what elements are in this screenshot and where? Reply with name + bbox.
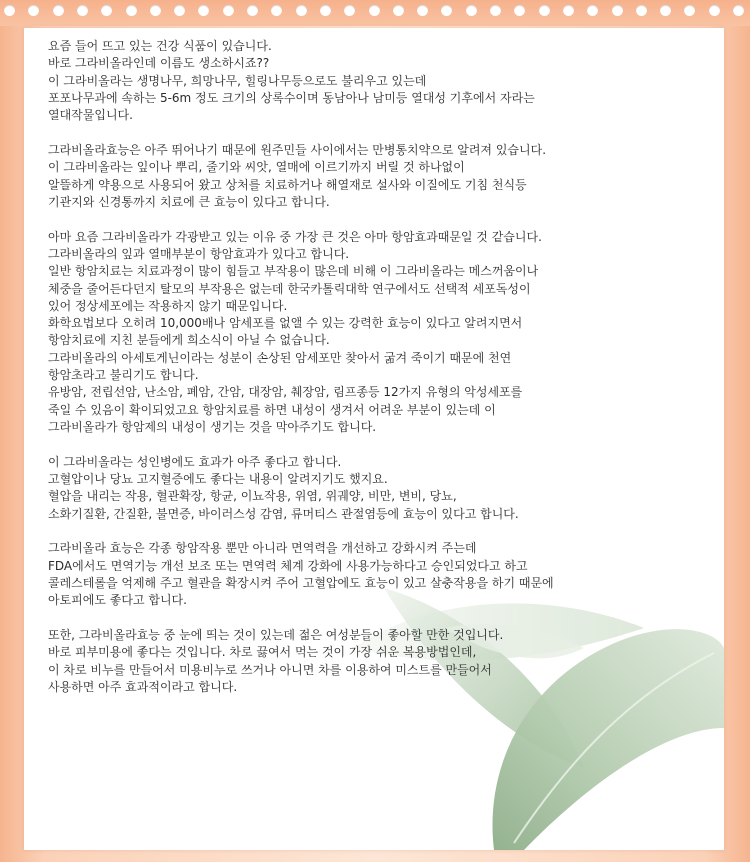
binding-ring bbox=[587, 5, 598, 16]
binding-ring bbox=[4, 5, 15, 16]
text-line: 기관지와 신경통까지 치료에 큰 효능이 있다고 합니다. bbox=[48, 194, 330, 209]
text-line: 요즘 들어 뜨고 있는 건강 식품이 있습니다. bbox=[48, 39, 272, 53]
text-line: 항암치료에 지친 분들에게 희소식이 아닐 수 없습니다. bbox=[48, 333, 330, 348]
binding-ring bbox=[369, 5, 380, 16]
text-line: 이 그라비올라는 성인병에도 효과가 아주 좋다고 합니다. bbox=[48, 454, 342, 469]
binding-ring bbox=[441, 5, 452, 16]
text-line: 그라비올라의 잎과 열매부분이 항암효과가 있다고 합니다. bbox=[48, 246, 350, 261]
binding-ring bbox=[733, 5, 744, 16]
paragraph-gap bbox=[48, 523, 708, 541]
text-line: 항암초라고 불리기도 합니다. bbox=[48, 368, 199, 383]
paragraph-gap bbox=[48, 436, 708, 454]
binding-ring bbox=[563, 5, 574, 16]
binding-ring bbox=[612, 5, 623, 16]
binding-ring bbox=[223, 5, 234, 16]
binding-ring bbox=[344, 5, 355, 16]
paragraph bbox=[48, 454, 708, 523]
binding-ring bbox=[490, 5, 501, 16]
notebook-paper bbox=[24, 28, 724, 850]
text-line: 알뜰하게 약용으로 사용되어 왔고 상처를 치료하거나 해열재로 설사와 이질에도 기침 천식등 bbox=[48, 177, 527, 192]
text-line: 포포나무과에 속하는 5-6m 정도 크기의 상록수이며 동남아나 남미등 열대성 기후에서 자라는 bbox=[48, 90, 535, 105]
text-line: 일반 항암치료는 치료과정이 많이 힘들고 부작용이 많은데 비해 이 그라비올라는 메스꺼움이나 bbox=[48, 264, 539, 279]
paragraph bbox=[48, 142, 708, 211]
binding-ring bbox=[77, 5, 88, 16]
binding-ring bbox=[417, 5, 428, 16]
binding-ring bbox=[539, 5, 550, 16]
text-line: 이 그라비올라는 생명나무, 희망나무, 힐링나무등으로도 불리우고 있는데 bbox=[48, 73, 427, 88]
text-line: 또한, 그라비올라효능 중 눈에 띄는 것이 있는데 젊은 여성분들이 좋아할 만한 것입니다. bbox=[48, 628, 504, 643]
binding-ring bbox=[660, 5, 671, 16]
text-line: FDA에서도 면역기능 개선 보조 또는 면역력 체계 강화에 사용가능하다고 승인되었다고 하고 bbox=[48, 558, 528, 573]
text-line: 화학요법보다 오히려 10,000배나 암세포를 없앨 수 있는 강력한 효능이 있다고 알려지면서 bbox=[48, 316, 523, 331]
text-line: 유방암, 전립선암, 난소암, 폐암, 간암, 대장암, 췌장암, 림프종등 12가지 유형의 악성세포를 bbox=[48, 385, 523, 400]
binding-ring bbox=[296, 5, 307, 16]
binding-ring bbox=[174, 5, 185, 16]
text-line: 그라비올라의 아세토게닌이라는 성분이 손상된 암세포만 찾아서 굶겨 죽이기 때문에 천연 bbox=[48, 350, 512, 365]
text-line: 체중을 줄어든다던지 탈모의 부작용은 없는데 한국카톨릭대학 연구에서도 선택적 세포독성이 bbox=[48, 281, 531, 296]
binding-ring bbox=[198, 5, 209, 16]
paragraph-gap bbox=[48, 124, 708, 142]
binding-ring bbox=[684, 5, 695, 16]
binding-ring bbox=[466, 5, 477, 16]
text-line: 열대작물입니다. bbox=[48, 108, 133, 123]
text-line: 그라비올라효능은 아주 뛰어나기 때문에 원주민들 사이에서는 만병통치약으로 알려져 있습니다. bbox=[48, 142, 547, 157]
text-line: 바로 피부미용에 좋다는 것입니다. 차로 끓여서 먹는 것이 가장 쉬운 복용방법인데, bbox=[48, 645, 477, 660]
text-line: 죽일 수 있음이 확이되었고요 항암치료를 하면 내성이 생겨서 어려운 부분이 있는데 이 bbox=[48, 402, 496, 417]
text-line: 그라비올라 효능은 각종 항암작용 뿐만 아니라 면역력을 개선하고 강화시켜 주는데 bbox=[48, 541, 477, 556]
text-line: 고혈압이나 당뇨 고지혈증에도 좋다는 내용이 알려지기도 했지요. bbox=[48, 472, 388, 487]
paragraph bbox=[48, 229, 708, 437]
text-line: 있어 정상세포에는 작용하지 않기 때문입니다. bbox=[48, 298, 288, 313]
binding-ring bbox=[514, 5, 525, 16]
binding-ring bbox=[320, 5, 331, 16]
binding-ring bbox=[709, 5, 720, 16]
article-body bbox=[48, 38, 708, 696]
binding-ring bbox=[126, 5, 137, 16]
text-line: 아마 요즘 그라비올라가 각광받고 있는 이유 중 가장 큰 것은 아마 항암효과때문일 것 같습니다. bbox=[48, 229, 542, 244]
text-line: 아토피에도 좋다고 합니다. bbox=[48, 593, 187, 608]
binding-ring bbox=[393, 5, 404, 16]
binding-ring bbox=[271, 5, 282, 16]
binding-ring bbox=[101, 5, 112, 16]
text-line: 콜레스테롤을 억제해 주고 혈관을 확장시켜 주어 고혈압에도 효능이 있고 살충작용을 하기 때문에 bbox=[48, 576, 554, 591]
paragraph-gap bbox=[48, 211, 708, 229]
paragraph bbox=[48, 627, 708, 696]
binding-ring bbox=[247, 5, 258, 16]
text-line: 바로 그라비올라인데 이름도 생소하시죠?? bbox=[48, 56, 270, 71]
text-line: 그라비올라가 항암제의 내성이 생기는 것을 막아주기도 합니다. bbox=[48, 419, 377, 434]
text-line: 사용하면 아주 효과적이라고 합니다. bbox=[48, 680, 238, 694]
text-line: 소화기질환, 간질환, 불면증, 바이러스성 감염, 류머티스 관절염등에 효능이 있다고 합니다. bbox=[48, 506, 519, 521]
binding-ring bbox=[53, 5, 64, 16]
text-line: 이 그라비올라는 잎이나 뿌리, 줄기와 씨앗, 열매에 이르기까지 버릴 것 하나없이 bbox=[48, 160, 465, 175]
notebook-binding-strip bbox=[0, 0, 750, 26]
paragraph-gap bbox=[48, 610, 708, 628]
binding-ring bbox=[636, 5, 647, 16]
text-line: 혈압을 내리는 작용, 혈관확장, 항균, 이뇨작용, 위염, 위궤양, 비만, 변비, 당뇨, bbox=[48, 489, 457, 504]
binding-ring bbox=[150, 5, 161, 16]
text-line: 이 차로 비누를 만들어서 미용비누로 쓰거나 아니면 차를 이용하여 미스트를 만들어서 bbox=[48, 662, 492, 677]
binding-ring bbox=[28, 5, 39, 16]
paragraph bbox=[48, 540, 708, 609]
paragraph bbox=[48, 38, 708, 124]
